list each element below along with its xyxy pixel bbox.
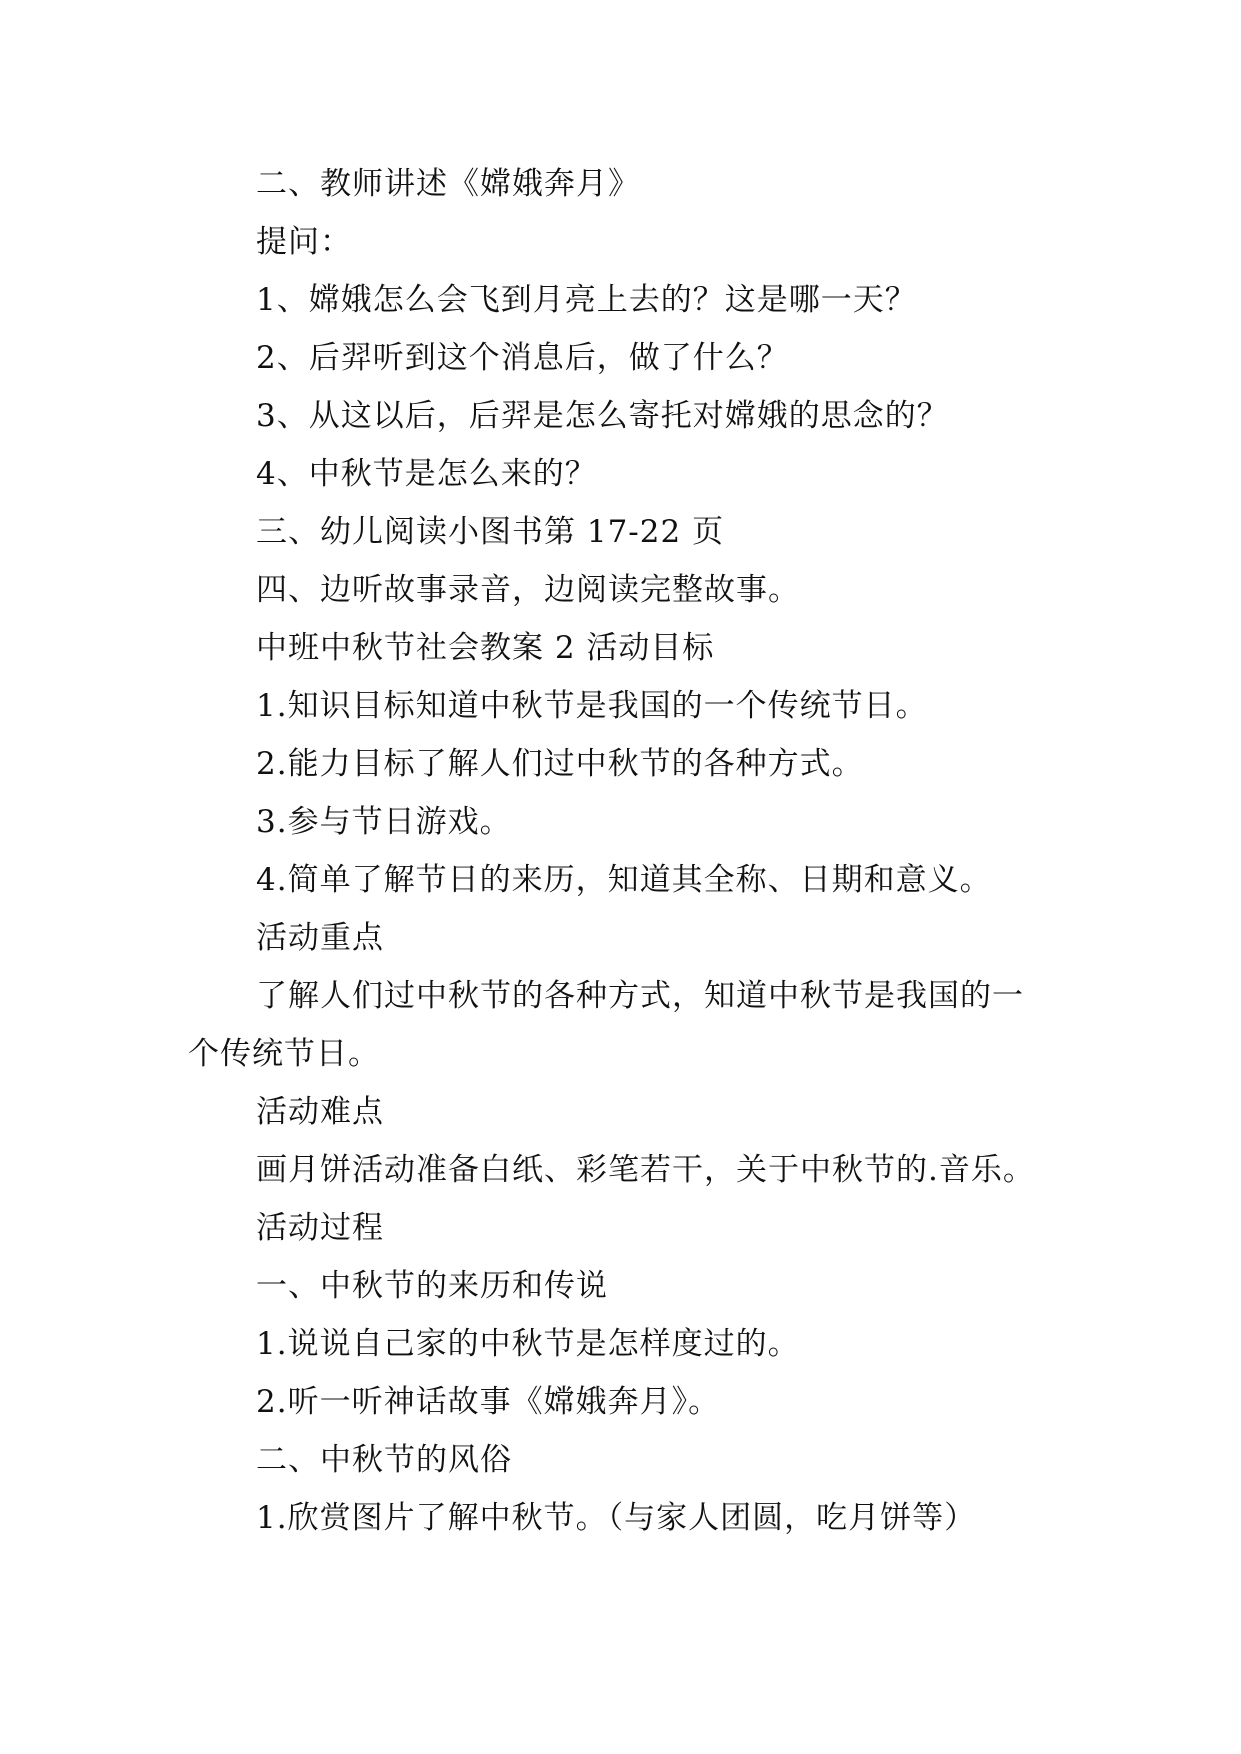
text-line: 画月饼活动准备白纸、彩笔若干，关于中秋节的.音乐。 (256, 1152, 1035, 1188)
text-line: 2.能力目标了解人们过中秋节的各种方式。 (256, 746, 864, 782)
text-line: 中班中秋节社会教案 2 活动目标 (256, 630, 715, 666)
text-line: 3、从这以后，后羿是怎么寄托对嫦娥的思念的？ (256, 398, 949, 434)
text-line: 二、中秋节的风俗 (256, 1442, 512, 1478)
text-line: 活动过程 (256, 1210, 384, 1246)
text-line: 2.听一听神话故事《嫦娥奔月》。 (256, 1384, 721, 1420)
text-line: 一、中秋节的来历和传说 (256, 1268, 608, 1304)
text-line: 3.参与节日游戏。 (256, 804, 512, 840)
text-line: 二、教师讲述《嫦娥奔月》 (256, 166, 640, 202)
text-line: 2、后羿听到这个消息后，做了什么？ (256, 340, 789, 376)
text-line: 个传统节日。 (188, 1036, 380, 1072)
text-line: 4.简单了解节日的来历，知道其全称、日期和意义。 (256, 862, 992, 898)
text-line: 4、中秋节是怎么来的？ (256, 456, 597, 492)
text-line: 1、嫦娥怎么会飞到月亮上去的？这是哪一天？ (256, 282, 917, 318)
text-line: 1.说说自己家的中秋节是怎样度过的。 (256, 1326, 800, 1362)
text-line: 了解人们过中秋节的各种方式，知道中秋节是我国的一 (256, 978, 1024, 1014)
text-line: 四、边听故事录音，边阅读完整故事。 (256, 572, 800, 608)
text-line: 三、幼儿阅读小图书第 17-22 页 (256, 514, 725, 550)
text-line: 活动重点 (256, 920, 384, 956)
text-line: 提问： (256, 224, 352, 260)
text-line: 活动难点 (256, 1094, 384, 1130)
text-line: 1.知识目标知道中秋节是我国的一个传统节日。 (256, 688, 928, 724)
text-line: 1.欣赏图片了解中秋节。（与家人团圆，吃月饼等） (256, 1500, 977, 1536)
